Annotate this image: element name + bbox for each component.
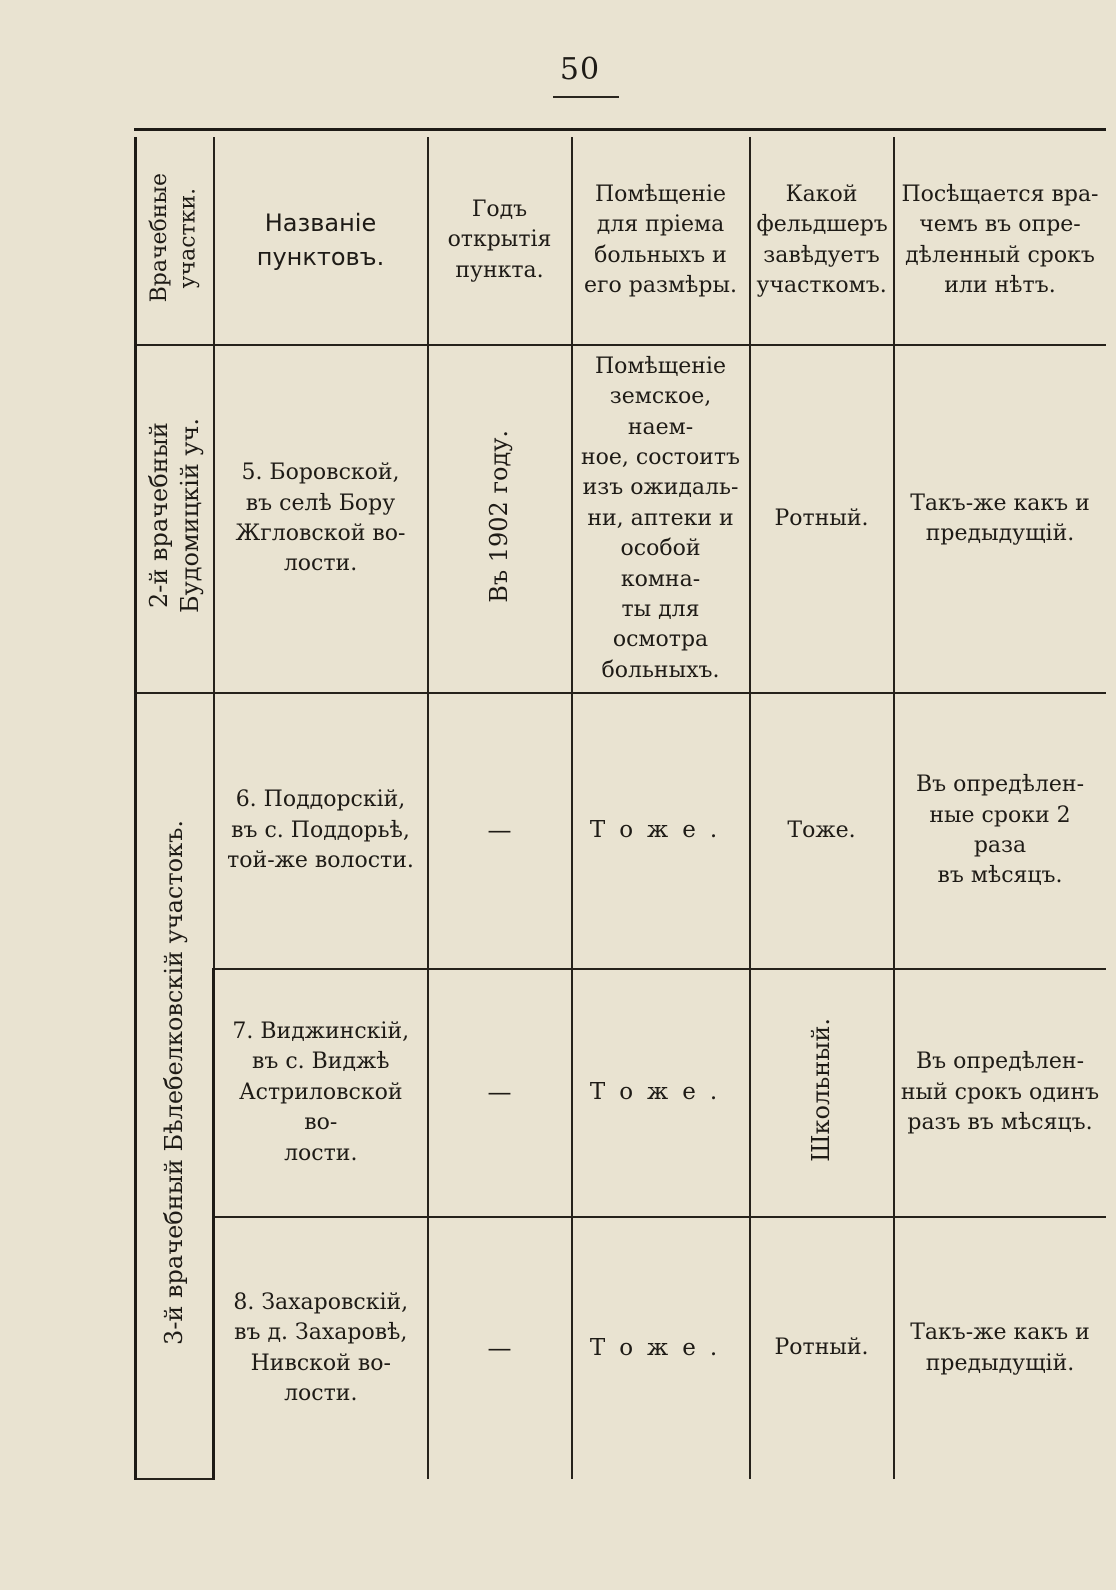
point-year-7: — bbox=[428, 969, 572, 1217]
page-number-underline bbox=[553, 96, 619, 98]
header-row bbox=[136, 137, 1106, 345]
page-number: 50 bbox=[559, 52, 601, 87]
point-feldsher-6: Тоже. bbox=[750, 693, 894, 969]
point-year-8: — bbox=[428, 1217, 572, 1479]
district-cell-3 bbox=[136, 693, 214, 1479]
header-district bbox=[136, 137, 214, 345]
point-premises-8: Тоже. bbox=[572, 1217, 750, 1479]
point-feldsher-5: Ротный. bbox=[750, 345, 894, 693]
table-row bbox=[136, 1217, 1106, 1479]
table-row bbox=[136, 345, 1106, 693]
point-year-5-text: Въ 1902 году. bbox=[484, 429, 513, 603]
header-year: Годъ открытія пункта. bbox=[428, 137, 572, 345]
district-label-3: 3-й врачебный Бѣлебелковскій участокъ. bbox=[159, 820, 188, 1346]
header-premises: Помѣщеніе для пріема больныхъ и его размѣры. bbox=[572, 137, 750, 345]
point-feldsher-7-text: Школьный. bbox=[806, 1018, 835, 1162]
point-name-5: 5. Боровской, въ селѣ Бору Жгловской во- лости. bbox=[214, 345, 428, 693]
table-row bbox=[136, 969, 1106, 1217]
point-visits-5: Такъ-же какъ и предыдущій. bbox=[894, 345, 1106, 693]
table-top-rule bbox=[134, 128, 1106, 131]
district-label-2: 2-й врачебный Будомицкій уч. bbox=[144, 418, 204, 614]
point-name-8: 8. Захаровскій, въ д. Захаровѣ, Нивской во- лости. bbox=[214, 1217, 428, 1479]
point-year-5 bbox=[428, 345, 572, 693]
point-name-7: 7. Виджинскій, въ с. Виджѣ Астриловской во- лости. bbox=[214, 969, 428, 1217]
header-name: Названіе пунктовъ. bbox=[214, 137, 428, 345]
district-cell-2 bbox=[136, 345, 214, 693]
point-feldsher-8: Ротный. bbox=[750, 1217, 894, 1479]
header-district-label: Врачебные участки. bbox=[147, 172, 201, 303]
point-name-6: 6. Поддорскій, въ с. Поддорьѣ, той-же волости. bbox=[214, 693, 428, 969]
point-premises-5: Помѣщеніе земское, наем- ное, состоитъ изъ ожидаль- ни, аптеки и особой комна- ты для осмотра больныхъ. bbox=[572, 345, 750, 693]
medical-points-table bbox=[134, 137, 1106, 1480]
point-premises-7: Тоже. bbox=[572, 969, 750, 1217]
point-visits-8: Такъ-же какъ и предыдущій. bbox=[894, 1217, 1106, 1479]
point-feldsher-7 bbox=[750, 969, 894, 1217]
table-row bbox=[136, 693, 1106, 969]
point-visits-7: Въ опредѣлен- ный срокъ одинъ разъ въ мѣсяцъ. bbox=[894, 969, 1106, 1217]
point-visits-6: Въ опредѣлен- ные сроки 2 раза въ мѣсяцъ. bbox=[894, 693, 1106, 969]
point-premises-6: Тоже. bbox=[572, 693, 750, 969]
point-year-6: — bbox=[428, 693, 572, 969]
header-feldsher: Какой фельдшеръ завѣдуетъ участкомъ. bbox=[750, 137, 894, 345]
header-visits: Посѣщается вра- чемъ въ опре- дѣленный срокъ или нѣтъ. bbox=[894, 137, 1106, 345]
